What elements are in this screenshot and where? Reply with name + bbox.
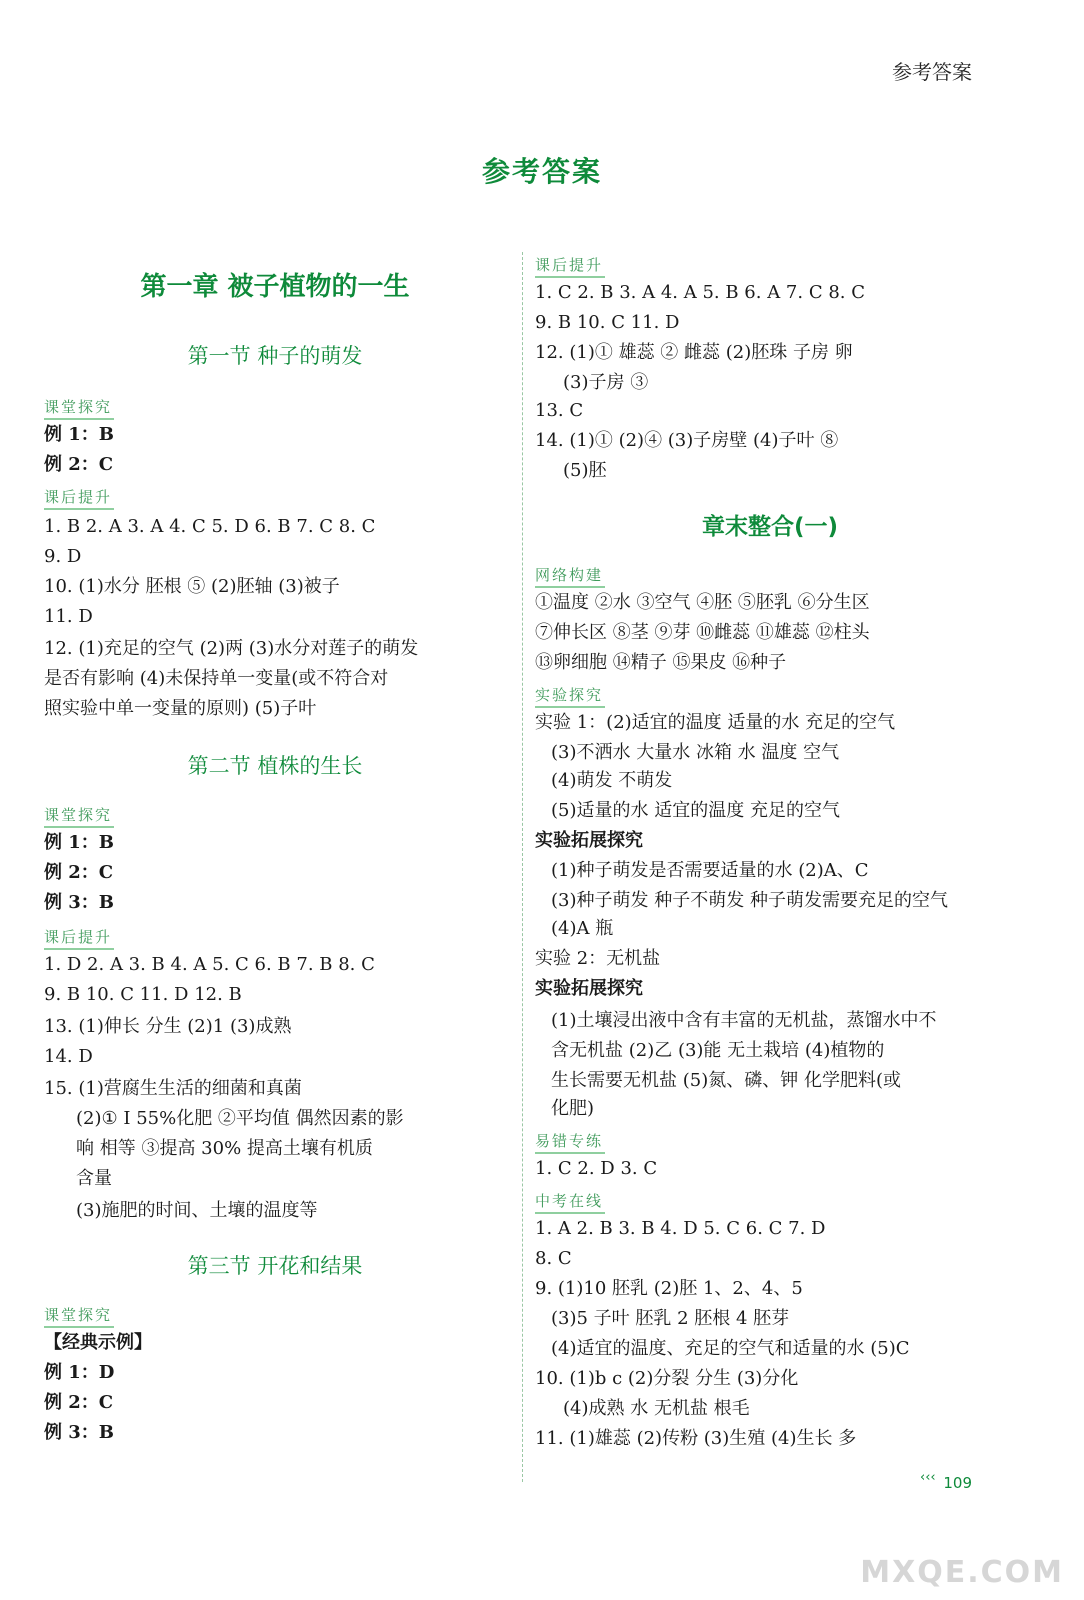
section-tag: 课后提升: [535, 254, 605, 278]
watermark: MXQE.COM: [860, 1555, 1064, 1590]
answer-line: (3)不洒水 大量水 冰箱 水 温度 空气: [551, 742, 840, 763]
answer-line: 例 1：B: [44, 832, 115, 853]
answer-line: ①温度 ②水 ③空气 ④胚 ⑤胚乳 ⑥分生区: [535, 592, 870, 613]
answer-line: 实验 2：无机盐: [535, 948, 661, 969]
answer-line: 1. C 2. D 3. C: [535, 1158, 658, 1179]
answer-line: 13. (1)伸长 分生 (2)1 (3)成熟: [44, 1016, 292, 1037]
section-tag: 课堂探究: [44, 396, 114, 420]
answer-line: 9. (1)10 胚乳 (2)胚 1、2、4、5: [535, 1278, 803, 1299]
answer-line: (4)适宜的温度、充足的空气和适量的水 (5)C: [551, 1338, 910, 1359]
column-divider: [522, 252, 523, 1482]
answer-line: 1. D 2. A 3. B 4. A 5. C 6. B 7. B 8. C: [44, 954, 375, 975]
answer-line: 响 相等 ③提高 30% 提高土壤有机质: [76, 1138, 373, 1159]
section-tag: 中考在线: [535, 1190, 605, 1214]
answer-line: 是否有影响 (4)未保持单一变量(或不符合对: [44, 668, 389, 689]
answer-line: 生长需要无机盐 (5)氮、磷、钾 化学肥料(或: [551, 1070, 901, 1091]
page-title: 参考答案: [481, 155, 602, 188]
answer-line: (3)种子萌发 种子不萌发 种子萌发需要充足的空气: [551, 890, 948, 911]
answer-line: 10. (1)b c (2)分裂 分生 (3)分化: [535, 1368, 799, 1389]
answer-line: (1)土壤浸出液中含有丰富的无机盐，蒸馏水中不: [551, 1010, 937, 1031]
answer-line: (4)成熟 水 无机盐 根毛: [563, 1398, 750, 1419]
answer-line: 14. (1)① (2)④ (3)子房壁 (4)子叶 ⑧: [535, 430, 839, 451]
answer-line: 11. D: [44, 606, 93, 627]
chapter-summary-title: 章末整合(一): [701, 514, 839, 540]
section-tag: 实验探究: [535, 684, 605, 708]
answer-line: (2)① Ⅰ 55%化肥 ②平均值 偶然因素的影: [76, 1108, 404, 1129]
answer-line: (5)胚: [563, 460, 607, 481]
answer-line: 例 2：C: [44, 862, 114, 883]
section-tag: 网络构建: [535, 564, 605, 588]
answer-line: 含量: [76, 1168, 112, 1189]
page-number: 109: [943, 1474, 972, 1492]
answer-line: 实验 1：(2)适宜的温度 适量的水 充足的空气: [535, 712, 896, 733]
section-tag: 课堂探究: [44, 804, 114, 828]
section-title: 第一节 种子的萌发: [187, 344, 363, 368]
answer-line: 例 2：C: [44, 454, 114, 475]
answer-line: 1. A 2. B 3. B 4. D 5. C 6. C 7. D: [535, 1218, 826, 1239]
section-tag: 课后提升: [44, 926, 114, 950]
answer-line: 化肥): [551, 1098, 595, 1119]
answer-line: 13. C: [535, 400, 584, 421]
answer-line: 例 3：B: [44, 892, 115, 913]
section-tag: 课后提升: [44, 486, 114, 510]
answer-line: 含无机盐 (2)乙 (3)能 无土栽培 (4)植物的: [551, 1040, 885, 1061]
answer-line: 1. C 2. B 3. A 4. A 5. B 6. A 7. C 8. C: [535, 282, 865, 303]
answer-line: 1. B 2. A 3. A 4. C 5. D 6. B 7. C 8. C: [44, 516, 376, 537]
answer-line: 照实验中单一变量的原则) (5)子叶: [44, 698, 317, 719]
answer-line: 12. (1)充足的空气 (2)两 (3)水分对莲子的萌发: [44, 638, 419, 659]
answer-line: ⑬卵细胞 ⑭精子 ⑮果皮 ⑯种子: [535, 652, 787, 673]
answer-line: (3)子房 ③: [563, 372, 649, 393]
answer-line: (1)种子萌发是否需要适量的水 (2)A、C: [551, 860, 869, 881]
answer-line: 例 2：C: [44, 1392, 114, 1413]
answer-line: 【经典示例】: [44, 1332, 152, 1353]
answer-line: 12. (1)① 雄蕊 ② 雌蕊 (2)胚珠 子房 卵: [535, 342, 853, 363]
answer-line: 9. D: [44, 546, 82, 567]
section-title: 第二节 植株的生长: [187, 754, 363, 778]
answer-line: (4)A 瓶: [551, 918, 614, 939]
answer-line: 例 1：B: [44, 424, 115, 445]
answer-line: 8. C: [535, 1248, 572, 1269]
answer-line: 10. (1)水分 胚根 ⑤ (2)胚轴 (3)被子: [44, 576, 340, 597]
answer-line: 例 3：B: [44, 1422, 115, 1443]
answer-line: 11. (1)雄蕊 (2)传粉 (3)生殖 (4)生长 多: [535, 1428, 857, 1449]
section-title: 第三节 开花和结果: [187, 1254, 363, 1278]
answer-line: 14. D: [44, 1046, 93, 1067]
answer-line: 实验拓展探究: [535, 830, 643, 851]
section-tag: 易错专练: [535, 1130, 605, 1154]
section-tag: 课堂探究: [44, 1304, 114, 1328]
answer-line: (3)5 子叶 胚乳 2 胚根 4 胚芽: [551, 1308, 790, 1329]
answer-line: (4)萌发 不萌发: [551, 770, 673, 791]
page-arrows-icon: ‹‹‹: [920, 1470, 936, 1485]
answer-line: 实验拓展探究: [535, 978, 643, 999]
chapter-title: 第一章 被子植物的一生: [140, 272, 410, 302]
answer-line: (3)施肥的时间、土壤的温度等: [76, 1200, 318, 1221]
answer-line: 9. B 10. C 11. D 12. B: [44, 984, 242, 1005]
answer-line: 15. (1)营腐生生活的细菌和真菌: [44, 1078, 302, 1099]
answer-line: 9. B 10. C 11. D: [535, 312, 680, 333]
answer-line: ⑦伸长区 ⑧茎 ⑨芽 ⑩雌蕊 ⑪雄蕊 ⑫柱头: [535, 622, 870, 643]
answer-line: 例 1：D: [44, 1362, 115, 1383]
running-header: 参考答案: [892, 60, 972, 84]
answer-line: (5)适量的水 适宜的温度 充足的空气: [551, 800, 840, 821]
